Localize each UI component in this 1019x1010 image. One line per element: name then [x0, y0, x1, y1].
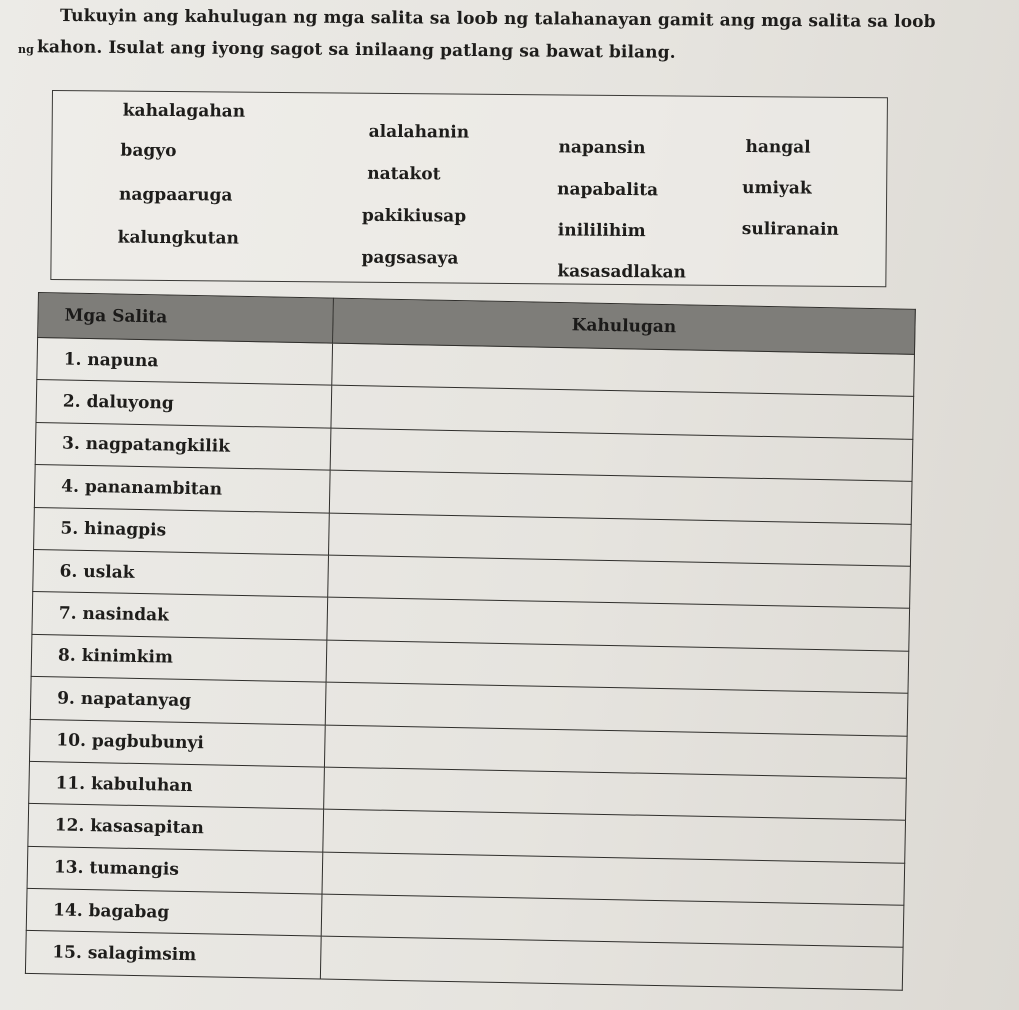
row-word: kasasapitan	[90, 816, 204, 839]
word-box-item: bagyo	[120, 140, 177, 162]
word-cell	[26, 888, 322, 936]
row-word: nagpatangkilik	[85, 434, 231, 458]
word-cell	[33, 549, 329, 597]
instruction-line-2: kahon. Isulat ang iyong sagot sa inilaang patlang sa bawat bilang.	[36, 37, 676, 63]
word-box-item: kalungkutan	[117, 227, 240, 249]
word-cell	[29, 719, 325, 767]
word-cell	[29, 761, 325, 809]
column-header-mga-salita: Mga Salita	[38, 293, 334, 344]
instruction-line-1: Tukuyin ang kahulugan ng mga salita sa loob ng talahanayan gamit ang mga salita sa loob	[59, 5, 936, 33]
row-word: napatanyag	[80, 688, 192, 711]
word-box-item: inililihim	[557, 220, 646, 242]
row-number: 5.	[60, 518, 79, 540]
row-number: 2.	[62, 391, 81, 412]
row-word: napuna	[87, 349, 159, 372]
row-word: bagabag	[88, 900, 170, 923]
row-number: 10.	[56, 730, 87, 752]
row-number: 4.	[61, 476, 80, 497]
row-word: pananambitan	[84, 476, 223, 500]
row-number: 3.	[61, 433, 81, 455]
word-box-item: pagsasaya	[361, 247, 459, 269]
row-word: hinagpis	[83, 519, 167, 541]
row-word: uslak	[83, 561, 135, 583]
row-number: 1.	[63, 349, 82, 370]
row-word: kabuluhan	[90, 773, 193, 796]
word-cell	[32, 592, 328, 640]
word-box-item: kahalagahan	[122, 100, 246, 122]
word-box-item: hangal	[745, 137, 811, 158]
row-word: tumangis	[89, 858, 180, 881]
row-number: 7.	[58, 603, 77, 624]
vocabulary-table	[25, 292, 916, 991]
row-number: 9.	[57, 688, 76, 709]
row-number: 8.	[57, 645, 76, 667]
instruction-line-2-prefix: ng	[18, 43, 34, 56]
row-word: daluyong	[86, 392, 174, 414]
row-word: salagimsim	[87, 943, 197, 966]
row-number: 11.	[55, 773, 86, 794]
row-number: 14.	[52, 900, 83, 921]
word-cell	[34, 465, 330, 513]
word-box-item: nagpaaruga	[119, 184, 233, 206]
word-box-item: alalahanin	[368, 121, 470, 143]
word-cell	[37, 338, 333, 386]
row-word: kinimkim	[81, 646, 174, 669]
word-box-item: natakot	[367, 163, 441, 185]
word-box-item: umiyak	[742, 178, 812, 199]
word-box-item: napabalita	[557, 179, 659, 201]
row-number: 13.	[53, 857, 84, 879]
word-cell	[35, 422, 331, 470]
word-box-item: kasasadlakan	[557, 261, 687, 283]
row-number: 15.	[52, 942, 83, 964]
row-word: pagbubunyi	[91, 731, 205, 754]
word-cell	[27, 846, 323, 894]
row-number: 12.	[54, 815, 85, 836]
word-cell	[31, 634, 327, 682]
word-box	[50, 90, 888, 287]
word-box-item: napansin	[558, 137, 646, 159]
row-number: 6.	[59, 561, 78, 582]
column-header-kahulugan: Kahulugan	[333, 298, 916, 354]
row-word: nasindak	[82, 603, 170, 626]
word-cell	[25, 931, 321, 979]
word-cell	[30, 677, 326, 725]
word-cell	[36, 380, 332, 428]
word-cell	[28, 804, 324, 852]
word-cell	[34, 507, 330, 555]
word-box-item: suliranain	[741, 219, 839, 240]
word-box-item: pakikiusap	[361, 205, 467, 227]
